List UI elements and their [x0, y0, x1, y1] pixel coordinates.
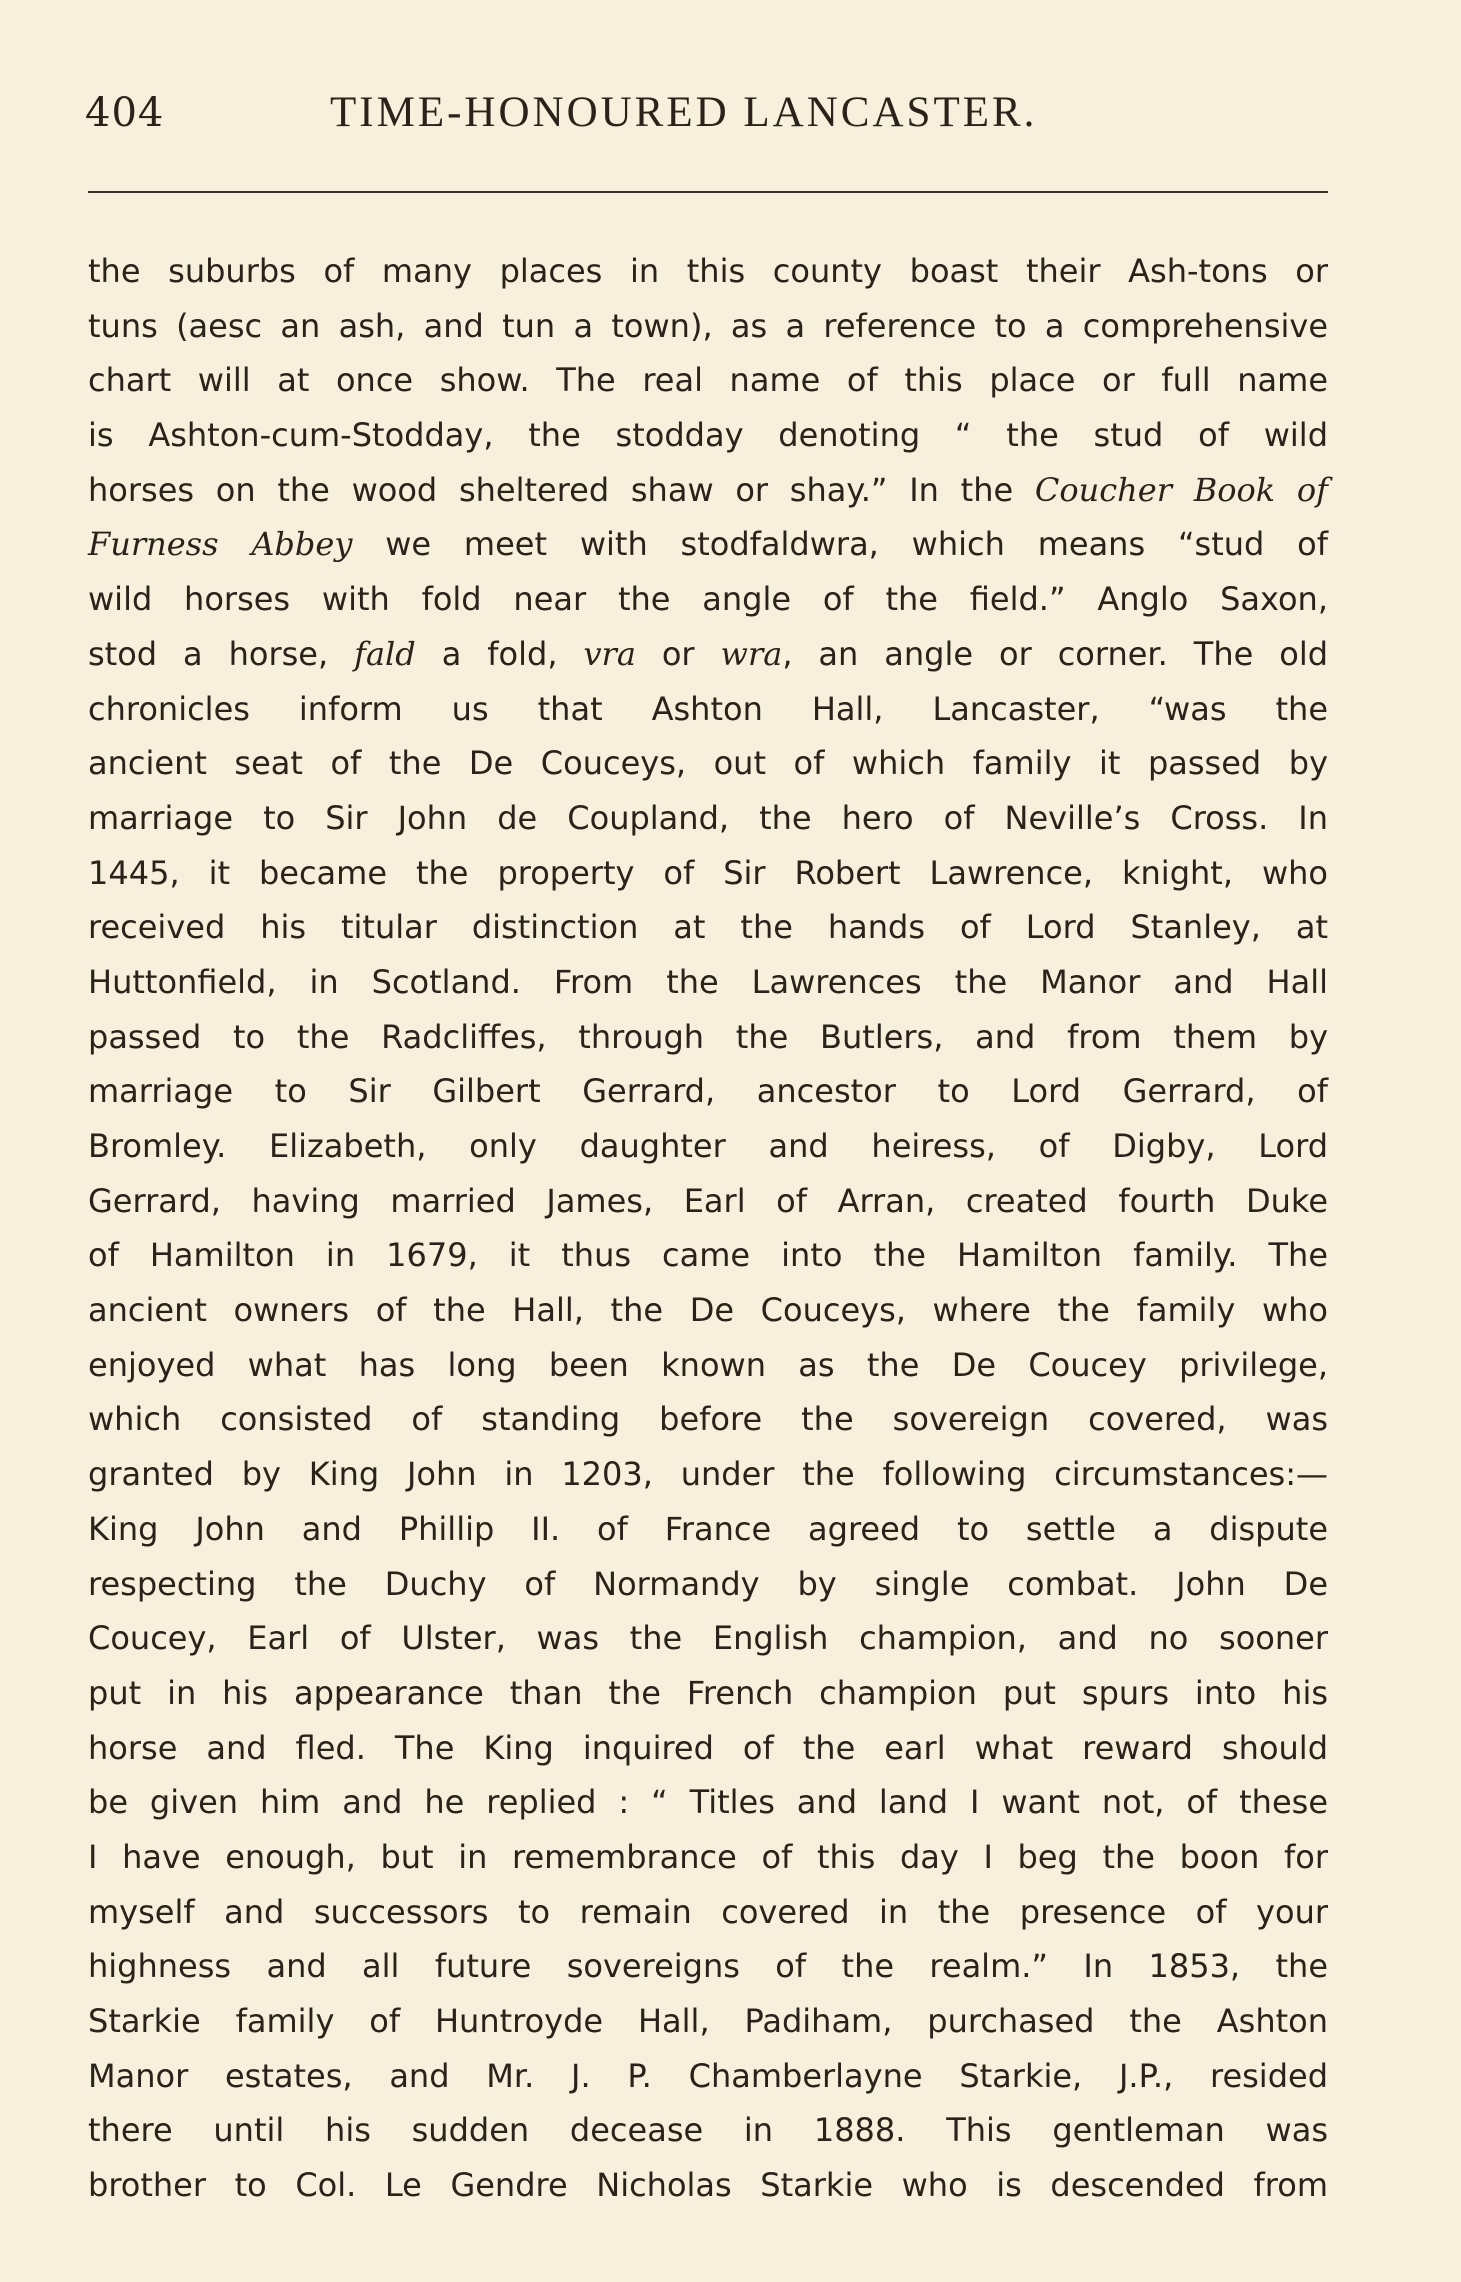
text-line — [88, 2049, 1328, 2104]
text-line — [88, 2158, 1328, 2213]
page-number: 404 — [85, 90, 165, 136]
text-segment: horse and fled. The King inquired of the earl what reward should — [88, 1728, 1328, 1767]
text-segment: ancient seat of the De Couceys, out of which family it passed by — [88, 744, 1328, 783]
text-line — [88, 791, 1328, 846]
text-segment: Coucey, Earl of Ulster, was the English champion, and no sooner — [88, 1619, 1328, 1658]
text-line — [88, 682, 1328, 737]
text-line — [88, 1666, 1328, 1721]
text-segment: chronicles inform us that Ashton Hall, Lancaster, “was the — [88, 689, 1328, 728]
text-segment: the suburbs of many places in this county boast their Ash-tons or — [88, 252, 1328, 290]
text-segment: passed to the Radcliffes, through the Butlers, and from them by — [88, 1017, 1328, 1056]
text-line — [88, 627, 1328, 682]
text-line — [88, 1502, 1328, 1557]
text-line — [88, 1392, 1328, 1447]
text-line — [88, 1119, 1328, 1174]
text-segment: tuns (aesc an ash, and tun a town), as a reference to a comprehensive — [88, 306, 1328, 345]
italic-text: Coucher Book of — [1034, 470, 1329, 509]
text-segment: myself and successors to remain covered in the presence of your — [88, 1892, 1328, 1931]
text-line — [88, 299, 1328, 354]
text-line — [88, 1775, 1328, 1830]
text-line — [88, 353, 1328, 408]
text-segment: I have enough, but in remembrance of this day I beg the boon for — [88, 1837, 1328, 1876]
text-segment: we meet with stodfaldwra, which means “stud of — [352, 525, 1329, 564]
text-line — [88, 2103, 1328, 2158]
text-segment: wild horses with fold near the angle of the field.” Anglo Saxon, — [88, 580, 1328, 619]
text-segment: Manor estates, and Mr. J. P. Chamberlayne Starkie, J.P., resided — [88, 2056, 1328, 2095]
text-segment: of Hamilton in 1679, it thus came into the Hamilton family. The — [88, 1236, 1328, 1275]
text-segment: put in his appearance than the French champion put spurs into his — [88, 1673, 1328, 1712]
text-segment: 1445, it became the property of Sir Robert Lawrence, knight, who — [88, 853, 1328, 892]
text-segment: be given him and he replied : “ Titles and land I want not, of these — [88, 1783, 1328, 1822]
text-line — [88, 1447, 1328, 1502]
text-segment: or — [635, 634, 721, 673]
text-line — [88, 1885, 1328, 1940]
text-segment: is Ashton-cum-Stodday, the stodday denoting “ the stud of wild — [88, 416, 1328, 455]
text-segment: respecting the Duchy of Normandy by single combat. John De — [88, 1564, 1328, 1603]
running-title: TIME-HONOURED LANCASTER. — [330, 89, 1038, 136]
text-line — [88, 1064, 1328, 1119]
italic-text: fald — [354, 634, 416, 673]
text-segment: Starkie family of Huntroyde Hall, Padiham, purchased the Ashton — [88, 2002, 1328, 2040]
text-segment: brother to Col. Le Gendre Nicholas Starkie who is descended from — [88, 2166, 1328, 2205]
italic-text: wra — [720, 634, 783, 673]
text-line — [88, 900, 1328, 955]
text-segment: enjoyed what has long been known as the De Coucey privilege, — [88, 1345, 1328, 1384]
italic-text: Furness Abbey — [88, 525, 353, 564]
text-segment: King John and Phillip II. of France agreed to settle a dispute — [88, 1509, 1328, 1548]
text-line — [88, 572, 1328, 627]
text-segment: there until his sudden decease in 1888. This gentleman was — [88, 2111, 1328, 2150]
text-segment: Huttonfield, in Scotland. From the Lawrences the Manor and Hall — [88, 962, 1328, 1001]
text-line — [88, 463, 1328, 518]
text-segment: , an angle or corner. The old — [782, 634, 1329, 673]
text-line — [88, 244, 1328, 299]
text-segment: Gerrard, having married James, Earl of Arran, created fourth Duke — [88, 1181, 1328, 1220]
text-line — [88, 1611, 1328, 1666]
header-rule — [88, 191, 1328, 193]
text-line — [88, 1557, 1328, 1612]
italic-text: vra — [583, 634, 636, 673]
text-line — [88, 1010, 1328, 1065]
text-line — [88, 736, 1328, 791]
text-segment: stod a horse, — [88, 634, 355, 673]
text-segment: chart will at once show. The real name of this place or full name — [88, 361, 1328, 400]
text-segment: marriage to Sir John de Coupland, the hero of Neville’s Cross. In — [88, 798, 1328, 837]
text-segment: ancient owners of the Hall, the De Couceys, where the family who — [88, 1291, 1328, 1330]
text-line — [88, 955, 1328, 1010]
text-segment: a fold, — [415, 634, 584, 673]
text-line — [88, 517, 1328, 572]
text-line — [88, 1283, 1328, 1338]
body-text — [88, 244, 1328, 2213]
text-segment: granted by King John in 1203, under the following circumstances:— — [88, 1455, 1328, 1494]
text-segment: which consisted of standing before the sovereign covered, was — [88, 1400, 1328, 1439]
text-segment: Bromley. Elizabeth, only daughter and heiress, of Digby, Lord — [88, 1127, 1328, 1165]
text-segment: horses on the wood sheltered shaw or shay.” In the — [88, 470, 1035, 509]
text-line — [88, 1338, 1328, 1393]
text-line — [88, 1721, 1328, 1776]
text-line — [88, 1174, 1328, 1229]
text-segment: marriage to Sir Gilbert Gerrard, ancestor to Lord Gerrard, of — [88, 1072, 1328, 1111]
text-line — [88, 1994, 1328, 2049]
text-line — [88, 408, 1328, 463]
text-line — [88, 846, 1328, 901]
text-line — [88, 1939, 1328, 1994]
text-line — [88, 1228, 1328, 1283]
text-line — [88, 1830, 1328, 1885]
text-segment: highness and all future sovereigns of the realm.” In 1853, the — [88, 1947, 1328, 1986]
text-segment: received his titular distinction at the hands of Lord Stanley, at — [88, 908, 1328, 947]
